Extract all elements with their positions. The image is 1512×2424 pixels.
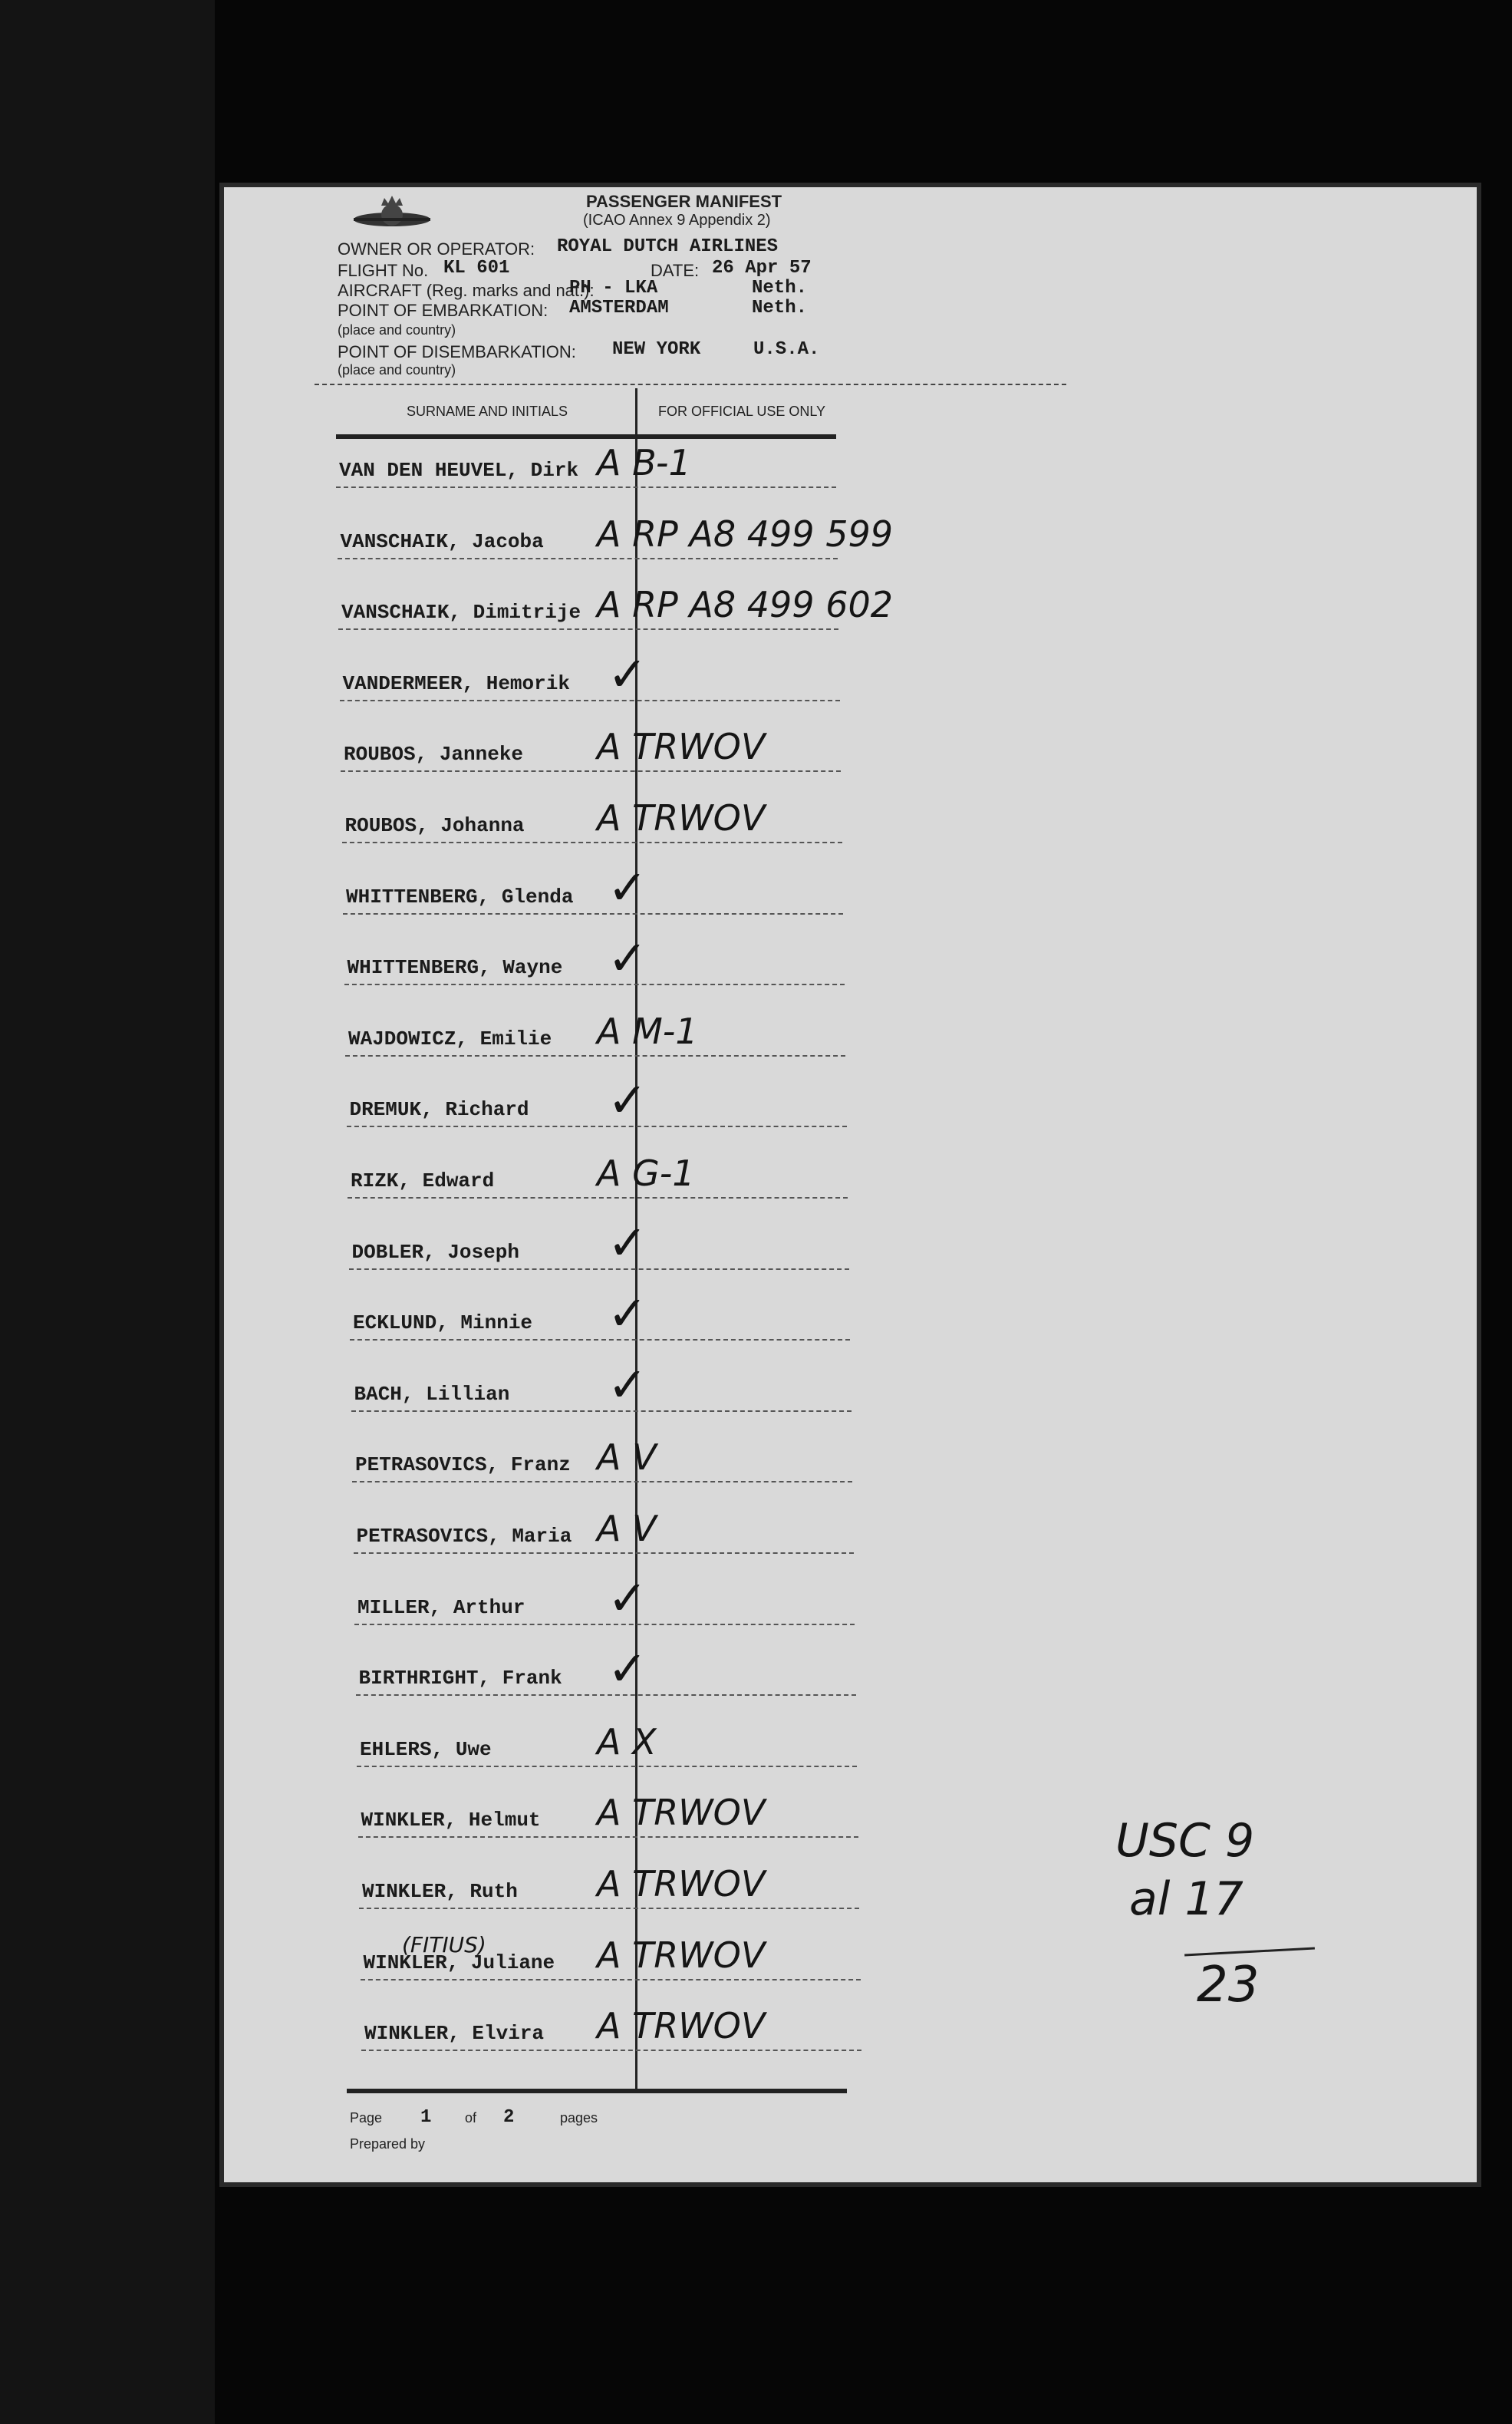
row-divider [344, 984, 845, 985]
official-use-annotation: ✓ [608, 1356, 647, 1413]
official-use-annotation: A RP A8 499 599 [597, 513, 893, 555]
date-value: 26 Apr 57 [712, 258, 812, 279]
official-use-annotation: A M-1 [597, 1010, 698, 1052]
passenger-name: VANSCHAIK, Jacoba [340, 529, 544, 553]
embarkation-label: POINT OF EMBARKATION: [338, 301, 548, 320]
official-use-annotation: ✓ [608, 1214, 647, 1271]
disembarkation-label: POINT OF DISEMBARKATION: [338, 342, 576, 361]
official-use-annotation: A TRWOV [597, 726, 766, 768]
passenger-name: WINKLER, Helmut [361, 1809, 541, 1832]
scan-border-left [0, 0, 215, 2424]
fitius-handwritten-note: (FITIUS) [402, 1932, 486, 1957]
passenger-name: ROUBOS, Johanna [344, 814, 525, 837]
column-surname-header: SURNAME AND INITIALS [407, 404, 568, 419]
aircraft-label: AIRCRAFT (Reg. marks and nat.): [338, 281, 595, 300]
passenger-name: EHLERS, Uwe [360, 1737, 492, 1761]
row-divider [359, 1908, 859, 1909]
official-use-annotation: A V [597, 1508, 657, 1549]
passenger-name: VANSCHAIK, Dimitrije [341, 601, 581, 625]
pages-label: pages [560, 2110, 598, 2126]
row-divider [349, 1268, 849, 1270]
official-use-annotation: ✓ [608, 1641, 647, 1697]
row-divider [351, 1410, 852, 1412]
passenger-name: WINKLER, Juliane [363, 1951, 555, 1974]
row-divider [350, 1339, 850, 1341]
row-divider [354, 1624, 855, 1625]
flight-value: KL 601 [443, 258, 510, 279]
row-divider [358, 1836, 858, 1838]
klm-crown-logo-icon [350, 193, 434, 239]
row-divider [348, 1197, 848, 1199]
row-divider [361, 1979, 861, 1980]
official-use-annotation: A TRWOV [597, 1792, 766, 1834]
passenger-name: WHITTENBERG, Wayne [347, 956, 563, 980]
pages-total: 2 [503, 2107, 515, 2128]
header-thick-rule [336, 434, 836, 439]
row-divider [341, 770, 841, 772]
passenger-name: VAN DEN HEUVEL, Dirk [339, 459, 579, 482]
margin-note-fraction-bar [1184, 1947, 1315, 1957]
official-use-annotation: A B-1 [597, 442, 691, 483]
passenger-name: WAJDOWICZ, Emilie [348, 1027, 552, 1050]
manifest-sheet [224, 187, 1477, 2182]
row-divider [347, 1126, 847, 1127]
form-subtitle: (ICAO Annex 9 Appendix 2) [583, 212, 771, 229]
official-use-annotation: A RP A8 499 602 [597, 584, 893, 626]
row-divider [357, 1766, 857, 1767]
row-divider [340, 700, 840, 701]
passenger-name: BACH, Lillian [354, 1382, 510, 1406]
official-use-annotation: ✓ [608, 1569, 647, 1626]
page-value: 1 [420, 2107, 432, 2128]
page-label: Page [350, 2110, 383, 2126]
official-use-annotation: A TRWOV [597, 1934, 766, 1976]
of-label: of [465, 2110, 477, 2126]
margin-note-line2: al 17 [1129, 1872, 1244, 1926]
header-divider [315, 384, 1066, 385]
official-use-annotation: ✓ [608, 1072, 647, 1129]
passenger-name: ROUBOS, Janneke [344, 743, 524, 767]
prepared-by-label: Prepared by [350, 2136, 426, 2152]
embarkation-country: Neth. [752, 298, 808, 318]
column-official-header: FOR OFFICIAL USE ONLY [658, 404, 826, 419]
passenger-name: DOBLER, Joseph [351, 1240, 519, 1264]
row-divider [342, 842, 842, 843]
footer-thick-rule [347, 2089, 847, 2093]
place-country-note: (place and country) [338, 322, 456, 338]
row-divider [336, 486, 836, 488]
passenger-name: DREMUK, Richard [349, 1098, 529, 1122]
official-use-annotation: ✓ [608, 1285, 647, 1342]
margin-note-line3: 23 [1197, 1957, 1260, 2013]
margin-note-line1: USC 9 [1115, 1814, 1255, 1868]
official-use-annotation: ✓ [608, 645, 647, 702]
owner-label: OWNER OR OPERATOR: [338, 239, 535, 259]
disembarkation-country: U.S.A. [753, 339, 820, 360]
official-use-annotation: A X [597, 1720, 657, 1763]
official-use-annotation: A V [597, 1436, 657, 1479]
passenger-name: WINKLER, Ruth [362, 1880, 518, 1903]
aircraft-value: PH - LKA [569, 278, 658, 298]
official-use-annotation: A G-1 [597, 1153, 695, 1194]
flight-label: FLIGHT No. [338, 261, 429, 280]
passenger-name: WHITTENBERG, Glenda [346, 885, 574, 909]
row-divider [352, 1481, 852, 1482]
official-use-annotation: ✓ [608, 859, 647, 915]
disembarkation-value: NEW YORK [612, 339, 701, 360]
row-divider [343, 913, 843, 915]
row-divider [345, 1055, 845, 1057]
embarkation-value: AMSTERDAM [569, 298, 669, 318]
passenger-name: RIZK, Edward [351, 1169, 495, 1192]
passenger-name: BIRTHRIGHT, Frank [358, 1667, 562, 1690]
date-label: DATE: [651, 261, 700, 280]
official-use-annotation: A TRWOV [597, 2005, 766, 2047]
form-title: PASSENGER MANIFEST [586, 192, 782, 211]
row-divider [361, 2050, 861, 2051]
row-divider [338, 558, 838, 559]
passenger-name: PETRASOVICS, Franz [355, 1453, 571, 1477]
official-use-annotation: A TRWOV [597, 1863, 766, 1905]
aircraft-nationality: Neth. [752, 278, 808, 298]
passenger-name: ECKLUND, Minnie [353, 1311, 533, 1335]
official-use-annotation: A TRWOV [597, 797, 766, 839]
passenger-name: WINKLER, Elvira [364, 2022, 545, 2046]
passenger-name: VANDERMEER, Hemorik [342, 671, 570, 695]
place-country-note: (place and country) [338, 362, 456, 378]
passenger-name: PETRASOVICS, Maria [356, 1525, 572, 1548]
row-divider [338, 628, 838, 630]
owner-value: ROYAL DUTCH AIRLINES [557, 236, 779, 257]
passenger-name: MILLER, Arthur [357, 1595, 525, 1619]
official-use-annotation: ✓ [608, 930, 647, 987]
row-divider [354, 1552, 854, 1554]
row-divider [356, 1694, 856, 1696]
